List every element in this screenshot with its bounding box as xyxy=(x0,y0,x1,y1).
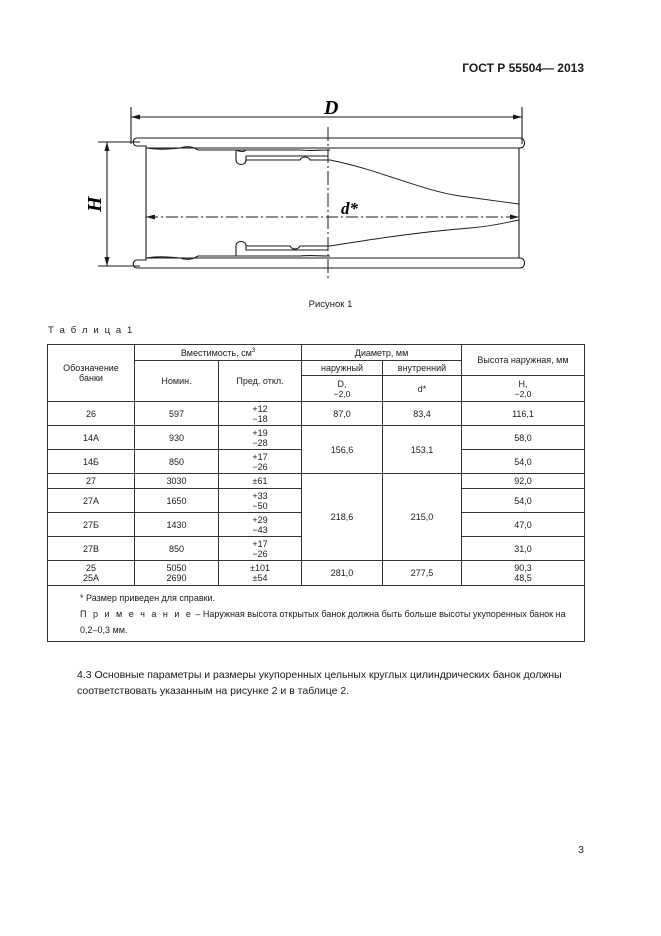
header-height-symbol: H, −2,0 xyxy=(462,376,585,402)
figure-caption: Рисунок 1 xyxy=(308,299,353,310)
header-tolerance: Пред. откл. xyxy=(219,361,302,402)
body-paragraph: 4.3 Основные параметры и размеры укупоренных цельных круглых цилиндрических банок должны соответствовать указанным на рисунке 2 и в таблице 2. xyxy=(77,669,562,697)
table-row: 26 597 +12 −18 87,0 83,4 116,1 xyxy=(48,402,585,426)
header-designation: Обозначение банки xyxy=(48,345,135,402)
table-row: 25 25А 5050 2690 ±101 ±54 281,0 277,5 90,3 48,5 xyxy=(48,561,585,586)
table-row: 27В 850 +17 −26 31,0 xyxy=(48,537,585,561)
header-diameter: Диаметр, мм xyxy=(302,345,462,361)
table-row: 14Б 850 +17 −26 54,0 xyxy=(48,450,585,474)
table-header-row xyxy=(48,345,585,361)
header-height: Высота наружная, мм xyxy=(462,345,585,376)
header-capacity: Вместимость, $см^3$ xyxy=(135,345,302,361)
header-nominal: Номин. xyxy=(135,361,219,402)
h-label: H xyxy=(84,196,106,212)
table-label: Т а б л и ц а 1 xyxy=(48,325,134,336)
parameters-table xyxy=(47,344,585,642)
d-outer-label: D xyxy=(324,97,339,119)
d-inner-label: d* xyxy=(341,199,358,218)
bottom-rim xyxy=(133,258,524,268)
table-row: 27 3030 ±61 218,6 215,0 92,0 xyxy=(48,474,585,489)
header-inner: внутренний xyxy=(383,361,462,376)
standard-code: ГОСТ Р 55504— 2013 xyxy=(462,61,584,75)
table-row: 14А 930 +19 −28 156,6 153,1 58,0 xyxy=(48,426,585,450)
top-rim xyxy=(133,138,524,148)
table-notes-row xyxy=(48,586,585,642)
table-note: П р и м е ч а н и е – Наружная высота открытых банок должна быть больше высоты укупоренных банок на 0,2–0,3 мм. xyxy=(80,609,566,635)
page-number: 3 xyxy=(578,844,584,856)
header-inner-symbol: d* xyxy=(383,376,462,402)
table-footnote: * Размер приведен для справки. xyxy=(80,593,216,603)
can-drawing xyxy=(84,92,535,282)
header-outer-symbol: D, −2,0 xyxy=(302,376,383,402)
header-outer: наружный xyxy=(302,361,383,376)
table-row: 27А 1650 +33 −50 54,0 xyxy=(48,489,585,513)
table-row: 27Б 1430 +29 −43 47,0 xyxy=(48,513,585,537)
